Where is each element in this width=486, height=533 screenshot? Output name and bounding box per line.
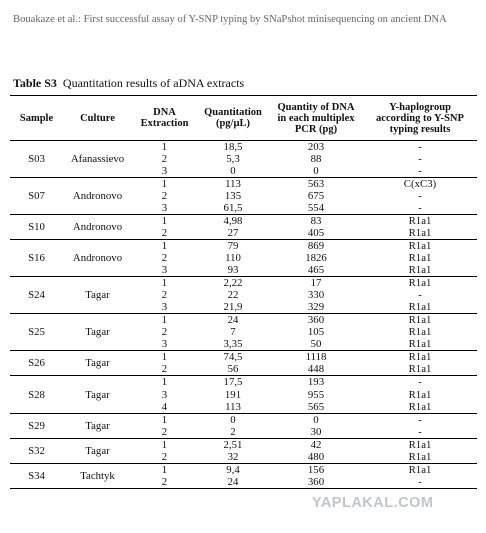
- quantitation-cell: 113: [197, 178, 269, 191]
- haplogroup-cell: R1a1: [408, 252, 432, 265]
- sample-id-cell: S32: [10, 438, 63, 463]
- haplogroup-cell: R1a1: [408, 388, 432, 401]
- extraction-cell: 2: [161, 153, 168, 166]
- dna-quantity-cell: 193: [269, 376, 363, 389]
- quantitation-cell: 21,9: [223, 301, 243, 314]
- extraction-cell: 3: [161, 165, 168, 178]
- quantitation-cell: 113: [225, 400, 241, 413]
- haplogroup-cell: -: [418, 190, 422, 203]
- sample-id-cell: S07: [10, 178, 63, 215]
- culture-cell: Tachtyk: [63, 463, 132, 488]
- quantitation-cell: 5,3: [226, 153, 240, 166]
- culture-cell: Tagar: [63, 277, 132, 314]
- culture-cell: Tagar: [63, 413, 132, 438]
- dna-quantity-cell: 448: [307, 363, 325, 376]
- extraction-cell: 1: [132, 413, 197, 426]
- quantitation-cell: 24: [197, 314, 269, 327]
- dna-quantity-cell: 0: [269, 413, 363, 426]
- haplogroup-cell: R1a1: [408, 326, 432, 339]
- table-row: [10, 413, 477, 426]
- extraction-cell: 4: [161, 400, 168, 413]
- extraction-cell: 2: [161, 326, 168, 339]
- haplogroup-cell: -: [363, 476, 477, 489]
- dna-quantity-cell: 480: [307, 450, 325, 463]
- table-row: [10, 178, 477, 191]
- dna-quantity-cell: 88: [310, 153, 322, 166]
- table-row: [10, 314, 477, 327]
- haplogroup-cell: -: [363, 413, 477, 426]
- dna-quantity-cell: 869: [269, 240, 363, 253]
- dna-quantity-cell: 330: [307, 289, 325, 302]
- table-body: [10, 141, 477, 489]
- quantitation-cell: 74,5: [197, 351, 269, 364]
- extraction-cell: 3: [161, 388, 168, 401]
- dna-quantity-cell: 1826: [305, 252, 327, 265]
- quantitation-cell: 0: [230, 165, 236, 178]
- culture-cell: Tagar: [63, 376, 132, 413]
- extraction-cell: 2: [161, 425, 168, 438]
- table-row: [10, 463, 477, 476]
- culture-cell: Afanassievo: [63, 141, 132, 178]
- dna-quantity-cell: 0: [313, 165, 319, 178]
- header-y-haplogroup: Y-haplogroup according to Y-SNP typing results: [363, 96, 477, 141]
- extraction-cell: 1: [132, 277, 197, 290]
- dna-quantity-cell: 83: [269, 215, 363, 228]
- table-row: [10, 277, 477, 290]
- extraction-cell: 1: [132, 178, 197, 191]
- haplogroup-cell: R1a1: [363, 463, 477, 476]
- dna-quantity-cell: 50: [310, 338, 322, 351]
- dna-quantity-cell: 105: [307, 326, 325, 339]
- culture-cell: Andronovo: [63, 178, 132, 215]
- header-sample: Sample: [10, 96, 63, 141]
- dna-quantity-cell: 563: [269, 178, 363, 191]
- quantitation-cell: 0: [197, 413, 269, 426]
- sample-id-cell: S03: [10, 141, 63, 178]
- sample-id-cell: S29: [10, 413, 63, 438]
- quantitation-cell: 2,22: [197, 277, 269, 290]
- extraction-cell: 1: [132, 376, 197, 389]
- table-row: [10, 240, 477, 253]
- quantitation-cell: 93: [227, 264, 239, 277]
- extraction-cell: 2: [161, 450, 168, 463]
- dna-quantity-cell: 329: [307, 301, 325, 314]
- quantitation-cell: 27: [227, 227, 239, 240]
- culture-cell: Tagar: [63, 438, 132, 463]
- quantitation-cell: 9,4: [197, 463, 269, 476]
- extraction-cell: 1: [132, 215, 197, 228]
- extraction-cell: 3: [161, 264, 168, 277]
- haplogroup-cell: -: [418, 425, 422, 438]
- extraction-cell: 1: [132, 438, 197, 451]
- haplogroup-cell: R1a1: [408, 338, 432, 351]
- haplogroup-cell: -: [418, 202, 422, 215]
- sample-id-cell: S10: [10, 215, 63, 240]
- haplogroup-cell: R1a1: [408, 363, 432, 376]
- table-caption-text: Quantitation results of aDNA extracts: [62, 76, 245, 90]
- culture-cell: Tagar: [63, 314, 132, 351]
- haplogroup-cell: C(xC3): [363, 178, 477, 191]
- haplogroup-cell: R1a1: [408, 227, 432, 240]
- quantitation-cell: 32: [227, 450, 239, 463]
- sample-id-cell: S25: [10, 314, 63, 351]
- extraction-cell: 2: [161, 227, 168, 240]
- culture-cell: Tagar: [63, 351, 132, 376]
- quantitation-table: [10, 95, 477, 489]
- haplogroup-cell: R1a1: [363, 240, 477, 253]
- haplogroup-cell: R1a1: [363, 438, 477, 451]
- extraction-cell: 1: [132, 351, 197, 364]
- dna-quantity-cell: 675: [307, 190, 325, 203]
- quantitation-cell: 191: [224, 388, 242, 401]
- haplogroup-cell: -: [363, 141, 477, 154]
- haplogroup-cell: R1a1: [363, 277, 477, 290]
- haplogroup-cell: R1a1: [363, 314, 477, 327]
- haplogroup-cell: -: [418, 165, 422, 178]
- haplogroup-cell: R1a1: [408, 400, 432, 413]
- haplogroup-cell: -: [363, 376, 477, 389]
- quantitation-cell: 22: [227, 289, 239, 302]
- extraction-cell: 1: [132, 240, 197, 253]
- table-row: [10, 351, 477, 364]
- header-quantity-dna: Quantity of DNA in each multiplex PCR (pg): [269, 96, 363, 141]
- extraction-cell: 1: [132, 314, 197, 327]
- dna-quantity-cell: 565: [307, 400, 325, 413]
- table-row: [10, 438, 477, 451]
- dna-quantity-cell: 156: [269, 463, 363, 476]
- quantitation-cell: 17,5: [197, 376, 269, 389]
- haplogroup-cell: R1a1: [408, 301, 432, 314]
- culture-cell: Andronovo: [63, 240, 132, 277]
- sample-id-cell: S24: [10, 277, 63, 314]
- header-quantitation: Quantitation (pg/µL): [197, 96, 269, 141]
- dna-quantity-cell: 360: [269, 476, 363, 489]
- watermark: YAPLAKAL.COM: [312, 495, 434, 511]
- quantitation-cell: 110: [225, 252, 241, 265]
- table-caption: [13, 76, 244, 91]
- sample-id-cell: S16: [10, 240, 63, 277]
- quantitation-cell: 56: [227, 363, 239, 376]
- dna-quantity-cell: 1118: [269, 351, 363, 364]
- quantitation-cell: 3,35: [223, 338, 243, 351]
- extraction-cell: 3: [161, 202, 168, 215]
- sample-id-cell: S26: [10, 351, 63, 376]
- dna-quantity-cell: 17: [269, 277, 363, 290]
- haplogroup-cell: R1a1: [408, 450, 432, 463]
- quantitation-cell: 18,5: [197, 141, 269, 154]
- haplogroup-cell: -: [418, 153, 422, 166]
- table-row: [10, 376, 477, 389]
- table-row: [10, 215, 477, 228]
- extraction-cell: 2: [161, 190, 168, 203]
- quantitation-cell: 79: [197, 240, 269, 253]
- quantitation-cell: 2,51: [197, 438, 269, 451]
- haplogroup-cell: R1a1: [363, 351, 477, 364]
- extraction-cell: 1: [132, 141, 197, 154]
- quantitation-cell: 4,98: [197, 215, 269, 228]
- dna-quantity-cell: 42: [269, 438, 363, 451]
- sample-id-cell: S34: [10, 463, 63, 488]
- dna-quantity-cell: 30: [310, 425, 322, 438]
- quantitation-cell: 135: [224, 190, 242, 203]
- header-culture: Culture: [63, 96, 132, 141]
- dna-quantity-cell: 203: [269, 141, 363, 154]
- extraction-cell: 2: [161, 363, 168, 376]
- quantitation-cell: 7: [230, 326, 236, 339]
- dna-quantity-cell: 955: [307, 388, 325, 401]
- culture-cell: Andronovo: [63, 215, 132, 240]
- sample-id-cell: S28: [10, 376, 63, 413]
- table-label: Table S3: [13, 76, 57, 90]
- dna-quantity-cell: 465: [307, 264, 325, 277]
- table-header-row: [10, 96, 477, 141]
- running-head: Bouakaze et al.: First successful assay of Y-SNP typing by SNaPshot minisequencing on ancient DNA: [13, 14, 447, 25]
- quantitation-cell: 61,5: [223, 202, 243, 215]
- extraction-cell: 3: [161, 338, 168, 351]
- table-row: [10, 141, 477, 154]
- dna-quantity-cell: 405: [307, 227, 325, 240]
- extraction-cell: 2: [132, 476, 197, 489]
- dna-quantity-cell: 360: [269, 314, 363, 327]
- header-dna-extraction: DNA Extraction: [132, 96, 197, 141]
- haplogroup-cell: R1a1: [363, 215, 477, 228]
- dna-quantity-cell: 554: [307, 202, 325, 215]
- haplogroup-cell: -: [418, 289, 422, 302]
- extraction-cell: 3: [161, 301, 168, 314]
- extraction-cell: 2: [161, 289, 168, 302]
- quantitation-cell: 24: [197, 476, 269, 489]
- quantitation-cell: 2: [230, 425, 236, 438]
- extraction-cell: 2: [161, 252, 168, 265]
- haplogroup-cell: R1a1: [408, 264, 432, 277]
- extraction-cell: 1: [132, 463, 197, 476]
